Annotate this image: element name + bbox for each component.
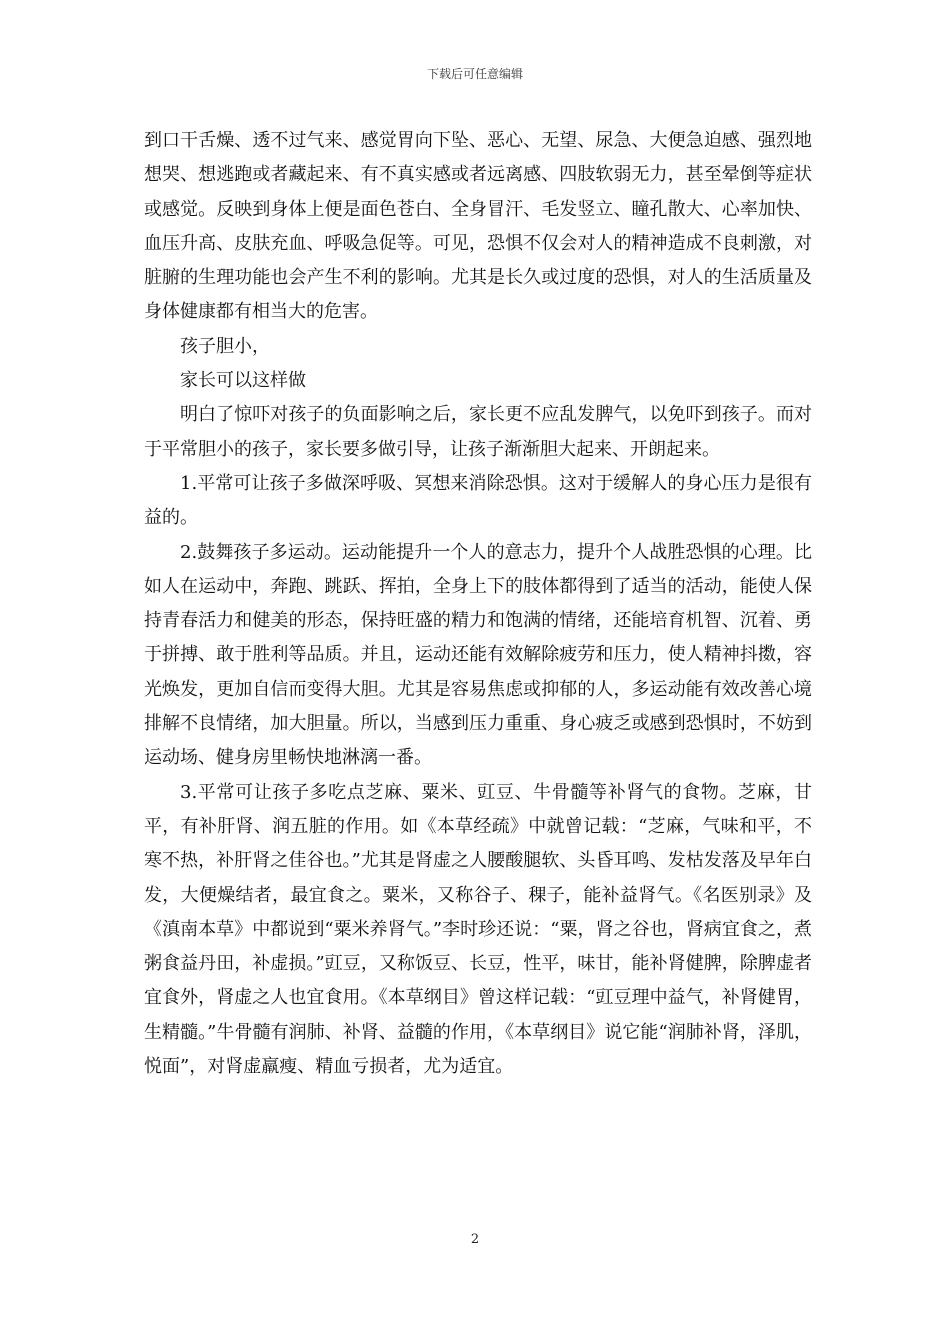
- list-item-breathing: 1.平常可让孩子多做深呼吸、冥想来消除恐惧。这对于缓解人的身心压力是很有益的。: [144, 472, 812, 529]
- list-item-exercise: 2.鼓舞孩子多运动。运动能提升一个人的意志力，提升个人战胜恐惧的心理。比如人在运动中，奔跑、跳跃、挥拍，全身上下的肢体都得到了适当的活动，能使人保持青春活力和健美的形态，保持旺盛的精力和饱满的情绪，还能培育机智、沉着、勇于拼搏、敢于胜利等品质。并且，运动还能有效解除疲劳和压力，使人精神抖擞，容光焕发，更加自信而变得大胆。尤其是容易焦虑或抑郁的人，多运动能有效改善心境排解不良情绪，加大胆量。所以，当感到压力重重、身心疲乏或感到恐惧时，不妨到运动场、健身房里畅快地淋漓一番。: [144, 541, 812, 769]
- subheading-timid-child: 孩子胆小，: [180, 335, 270, 357]
- document-body: [144, 124, 812, 1084]
- page-number: 2: [470, 1232, 480, 1247]
- subheading-parent-advice: 家长可以这样做: [180, 370, 306, 392]
- paragraph-fear-symptoms: 到口干舌燥、透不过气来、感觉胃向下坠、恶心、无望、尿急、大便急迫感、强烈地想哭、想逃跑或者藏起来、有不真实感或者远离感、四肢软弱无力，甚至晕倒等症状或感觉。反映到身体上便是面色苍白、全身冒汗、毛发竖立、瞳孔散大、心率加快、血压升高、皮肤充血、呼吸急促等。可见，恐惧不仅会对人的精神造成不良刺激，对脏腑的生理功能也会产生不利的影响。尤其是长久或过度的恐惧，对人的生活质量及身体健康都有相当大的危害。: [144, 130, 812, 323]
- page-header: 下载后可任意编辑: [426, 67, 523, 81]
- paragraph-parent-guidance: 明白了惊吓对孩子的负面影响之后，家长更不应乱发脾气，以免吓到孩子。而对于平常胆小的孩子，家长要多做引导，让孩子渐渐胆大起来、开朗起来。: [144, 404, 812, 460]
- list-item-food: 3.平常可让孩子多吃点芝麻、粟米、豇豆、牛骨髓等补肾气的食物。芝麻，甘平，有补肝肾、润五脏的作用。如《本草经疏》中就曾记载：“芝麻，气味和平，不寒不热，补肝肾之佳谷也。”尤其是肾虚之人腰酸腿软、头昏耳鸣、发枯发落及早年白发，大便燥结者，最宜食之。粟米，又称谷子、稞子，能补益肾气。《名医别录》及《滇南本草》中都说到“粟米养肾气。”李时珍还说：“粟，肾之谷也，肾病宜食之，煮粥食益丹田，补虚损。”豇豆，又称饭豆、长豆，性平，味甘，能补肾健脾，除脾虚者宜食外，肾虚之人也宜食用。《本草纲目》曾这样记载：“豇豆理中益气，补肾健胃，生精髓。”牛骨髓有润肺、补肾、益髓的作用，《本草纲目》说它能“润肺补肾，泽肌，悦面”，对肾虚羸瘦、精血亏损者，尤为适宜。: [144, 781, 812, 1078]
